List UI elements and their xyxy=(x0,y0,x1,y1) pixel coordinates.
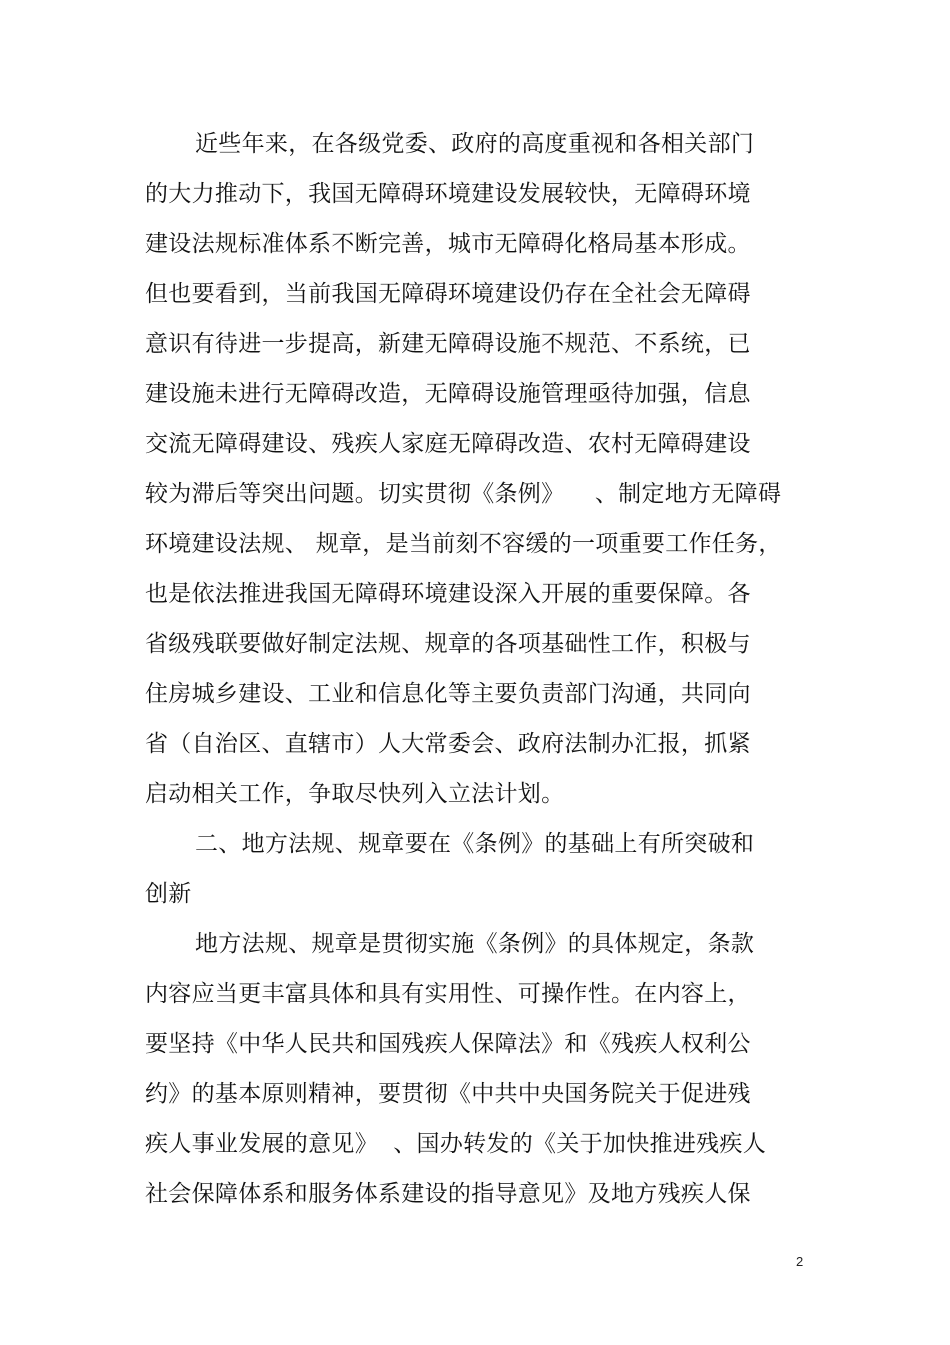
text-line: 要坚持《中华人民共和国残疾人保障法》和《残疾人权利公 xyxy=(145,1031,751,1057)
text-line: 省（自治区、直辖市）人大常委会、政府法制办汇报，抓紧 xyxy=(145,731,751,757)
text-line: 意识有待进一步提高，新建无障碍设施不规范、不系统，已 xyxy=(145,331,751,357)
text-line: 也是依法推进我国无障碍环境建设深入开展的重要保障。各 xyxy=(145,581,751,607)
text-line: 疾人事业发展的意见》 、国办转发的《关于加快推进残疾人 xyxy=(145,1131,767,1157)
text-line: 建设施未进行无障碍改造，无障碍设施管理亟待加强，信息 xyxy=(145,381,751,407)
text-line: 环境建设法规、 规章，是当前刻不容缓的一项重要工作任务， xyxy=(145,531,782,557)
text-line: 但也要看到，当前我国无障碍环境建设仍存在全社会无障碍 xyxy=(145,281,751,307)
text-line: 启动相关工作，争取尽快列入立法计划。 xyxy=(145,781,565,807)
text-line: 较为滞后等突出问题。切实贯彻《条例》 、制定地方无障碍 xyxy=(145,481,782,507)
text-line: 内容应当更丰富具体和具有实用性、可操作性。在内容上， xyxy=(145,981,751,1007)
text-line: 交流无障碍建设、残疾人家庭无障碍改造、农村无障碍建设 xyxy=(145,431,751,457)
text-line: 省级残联要做好制定法规、规章的各项基础性工作，积极与 xyxy=(145,631,751,657)
text-line: 住房城乡建设、工业和信息化等主要负责部门沟通，共同向 xyxy=(145,681,751,707)
section-heading: 二、地方法规、规章要在《条例》的基础上有所突破和 xyxy=(195,831,755,857)
text-line: 地方法规、规章是贯彻实施《条例》的具体规定，条款 xyxy=(195,931,755,957)
text-line: 约》的基本原则精神，要贯彻《中共中央国务院关于促进残 xyxy=(145,1081,751,1107)
section-heading: 创新 xyxy=(145,881,192,907)
text-line: 的大力推动下，我国无障碍环境建设发展较快，无障碍环境 xyxy=(145,181,751,207)
page-number: 2 xyxy=(796,1254,804,1269)
text-line: 建设法规标准体系不断完善，城市无障碍化格局基本形成。 xyxy=(145,231,751,257)
text-line: 近些年来，在各级党委、政府的高度重视和各相关部门 xyxy=(195,131,755,157)
text-line: 社会保障体系和服务体系建设的指导意见》及地方残疾人保 xyxy=(145,1181,751,1207)
